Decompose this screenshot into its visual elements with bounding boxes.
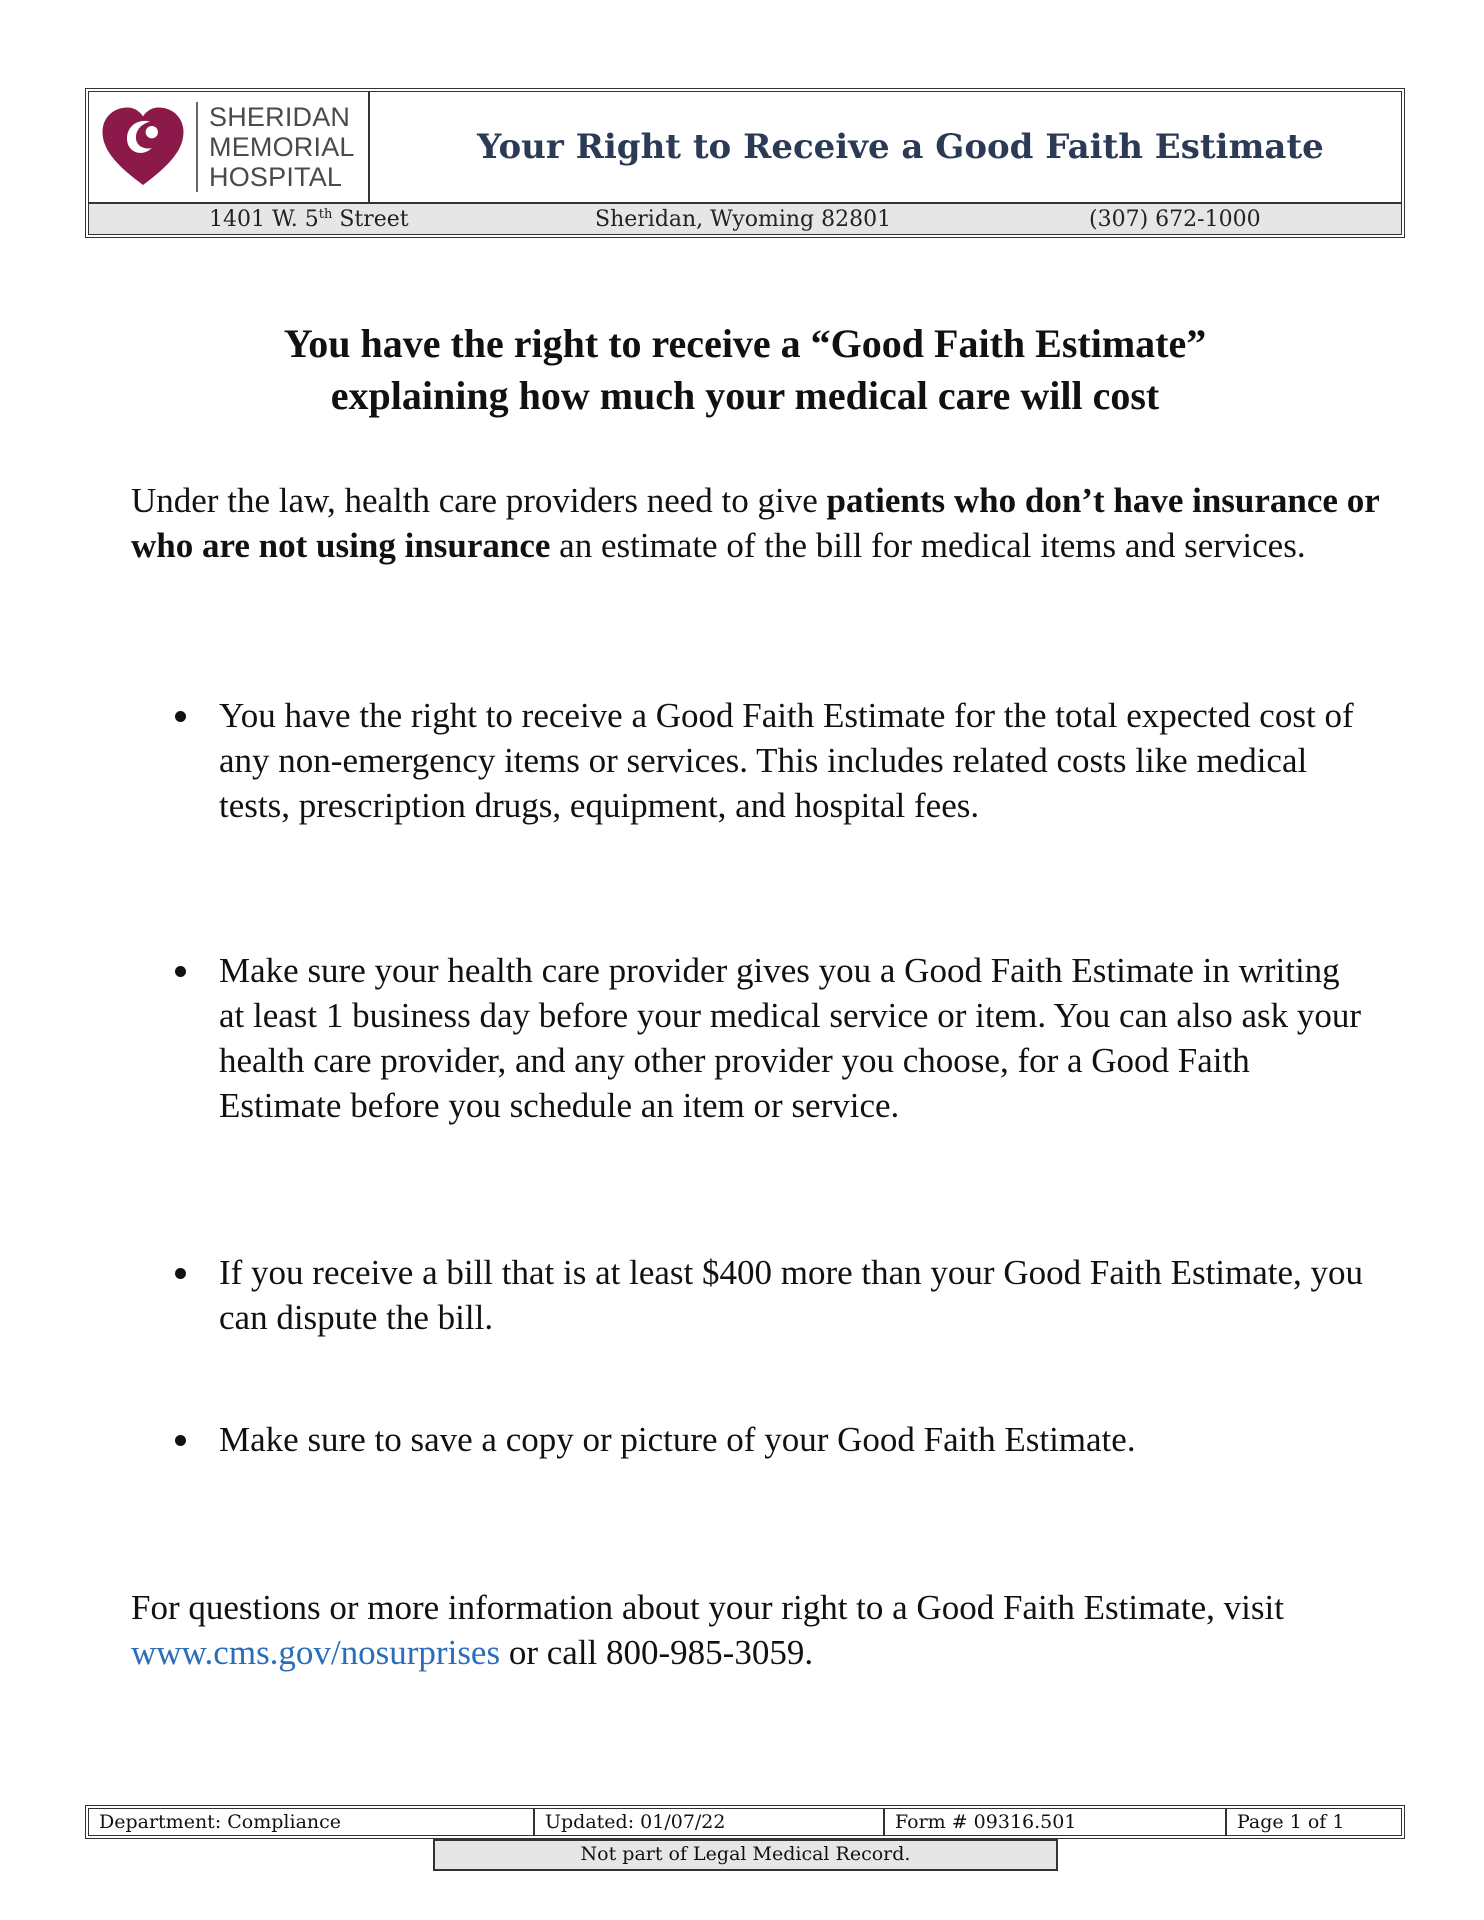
document-title: Your Right to Receive a Good Faith Estimate	[477, 127, 1324, 167]
bullet-icon	[175, 966, 186, 977]
hospital-logo	[89, 92, 370, 202]
closing-text-2: or call 800-985-3059.	[500, 1633, 814, 1672]
footer-updated-date: Updated: 01/07/22	[535, 1809, 885, 1835]
closing-paragraph	[131, 1585, 1381, 1675]
bullet-icon	[175, 1268, 186, 1279]
bullet-icon	[175, 711, 186, 722]
cms-link[interactable]: www.cms.gov/nosurprises	[131, 1633, 501, 1672]
list-item-text: If you receive a bill that is at least $400 more than your Good Faith Estimate, you can dispute the bill.	[219, 1253, 1364, 1337]
footer-legal-note: Not part of Legal Medical Record.	[433, 1839, 1058, 1871]
header-top-row	[89, 92, 1401, 204]
ordinal-suffix: th	[318, 207, 333, 222]
logo-line-3: HOSPITAL	[209, 162, 343, 192]
street-name: Street	[332, 207, 409, 232]
document-footer	[85, 1805, 1405, 1839]
footer-form-number: Form # 09316.501	[885, 1809, 1227, 1835]
intro-text-1: Under the law, health care providers need to give	[131, 481, 827, 520]
closing-text-1: For questions or more information about your right to a Good Faith Estimate, visit	[131, 1588, 1284, 1627]
bullet-icon	[175, 1435, 186, 1446]
phone-number: (307) 672-1000	[1089, 207, 1261, 232]
footer-department: Department: Compliance	[89, 1809, 535, 1835]
street-number: 1401 W. 5	[209, 207, 319, 232]
footer-page-number: Page 1 of 1	[1237, 1811, 1345, 1833]
list-item-text: Make sure to save a copy or picture of your Good Faith Estimate.	[219, 1420, 1136, 1459]
logo-divider	[196, 102, 198, 192]
headline	[85, 318, 1405, 422]
intro-bold-text: patients who don’t have insurance or who are not using insurance	[131, 481, 1380, 565]
city-state-zip: Sheridan, Wyoming 82801	[595, 207, 892, 232]
intro-text-2: an estimate of the bill for medical items and services.	[550, 526, 1306, 565]
intro-paragraph	[131, 478, 1381, 568]
list-item-text: You have the right to receive a Good Faith Estimate for the total expected cost of any non-emergency items or services. This includes related costs like medical tests, prescription drugs, equipment, and hospital fees.	[219, 696, 1354, 825]
logo-line-2: MEMORIAL	[209, 132, 355, 162]
list-item-text: Make sure your health care provider gives you a Good Faith Estimate in writing at least 1 business day before your medical service or item. You can also ask your health care provider, and any other provider you choose, for a Good Faith Estimate before you schedule an item or service.	[219, 951, 1362, 1125]
logo-wordmark	[209, 102, 355, 192]
headline-line-1: You have the right to receive a “Good Faith Estimate”	[283, 321, 1207, 366]
headline-line-2: explaining how much your medical care will cost	[330, 373, 1160, 418]
document-header	[85, 88, 1405, 238]
address-bar	[89, 204, 1401, 234]
heart-logo-icon	[99, 102, 187, 194]
street-address	[209, 207, 409, 232]
logo-line-1: SHERIDAN	[209, 102, 351, 132]
